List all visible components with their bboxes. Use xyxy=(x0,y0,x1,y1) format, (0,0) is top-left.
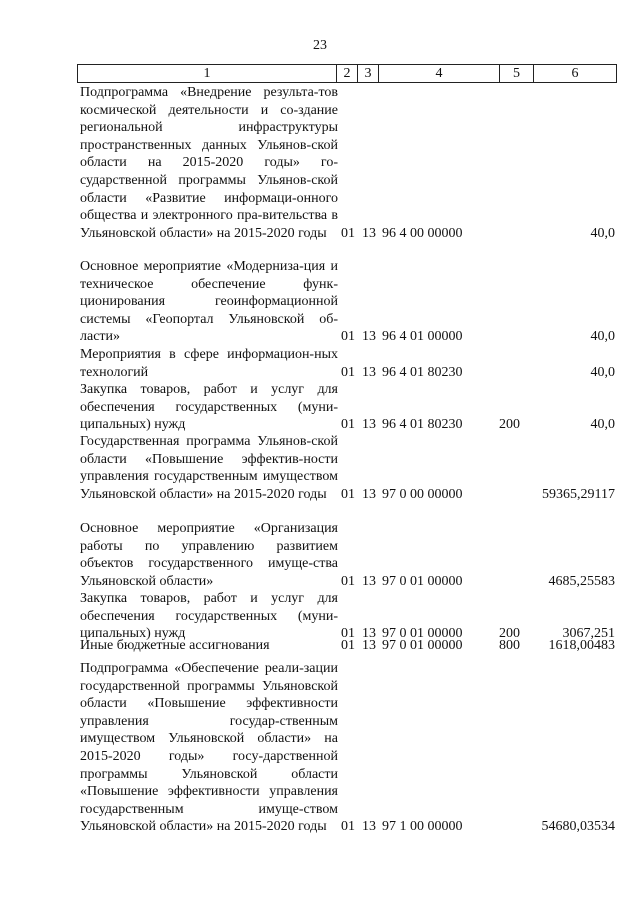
table-row xyxy=(80,84,615,242)
table-row xyxy=(80,433,615,503)
row-name: Подпрограмма «Внедрение результа-тов космической деятельности и со-здание региональной инфраструктуры пространственных данных Ульянов-ской области на 2015-2020 годы» го-сударственной программы Ульянов-ской области «Развитие информаци-онного общества и электронного пра-вительства в Ульяновской области» на 2015-2020 годы xyxy=(80,85,338,241)
row-section: 01 xyxy=(341,819,355,835)
row-subsection: 13 xyxy=(362,329,376,345)
row-expense-type: 200 xyxy=(499,626,520,642)
row-section: 01 xyxy=(341,626,355,642)
row-amount: 54680,03534 xyxy=(541,819,615,835)
table-row xyxy=(80,590,615,643)
row-subsection: 13 xyxy=(362,486,376,502)
row-subsection: 13 xyxy=(362,638,376,653)
row-codes xyxy=(341,486,539,504)
row-section: 01 xyxy=(341,329,355,345)
table-row xyxy=(80,520,615,590)
row-name: Основное мероприятие «Модерниза-ция и техническое обеспечение функ-ционирования геоинформационной системы «Геопортал Ульяновской об-ласти» xyxy=(80,259,338,345)
row-target-article: 97 1 00 00000 xyxy=(382,819,463,835)
row-amount: 40,0 xyxy=(590,225,615,241)
row-amount: 40,0 xyxy=(590,329,615,345)
row-codes xyxy=(341,637,539,655)
row-name: Мероприятия в сфере информацион-ных технологий xyxy=(80,347,338,380)
row-codes xyxy=(341,364,539,382)
row-target-article: 96 4 00 00000 xyxy=(382,225,463,241)
row-amount: 4685,25583 xyxy=(548,573,615,589)
row-target-article: 96 4 01 00000 xyxy=(382,329,463,345)
row-name: Подпрограмма «Обеспечение реали-зации государственной программы Ульяновской области «Повышение эффективности управления государ-ственным имуществом Ульяновской области» на 2015-2020 годы» госу-дарственной программы Ульяновской области «Повышение эффективности управления государственным имуще-ством Ульяновской области» на 2015-2020 годы xyxy=(80,661,338,835)
row-target-article: 97 0 01 00000 xyxy=(382,638,463,653)
row-target-article: 97 0 00 00000 xyxy=(382,486,463,502)
row-amount: 40,0 xyxy=(590,364,615,380)
row-name: Основное мероприятие «Организация работы по управлению развитием объектов государственного имуще-ства Ульяновской области» xyxy=(80,521,338,589)
header-col-2: 2 xyxy=(337,65,358,82)
row-subsection: 13 xyxy=(362,626,376,642)
row-expense-type: 200 xyxy=(499,417,520,433)
header-col-5: 5 xyxy=(500,65,534,82)
row-amount: 1618,00483 xyxy=(548,638,615,653)
table-row xyxy=(80,381,615,434)
row-codes xyxy=(341,225,539,243)
row-section: 01 xyxy=(341,225,355,241)
row-subsection: 13 xyxy=(362,364,376,380)
table-row xyxy=(80,637,615,655)
table-header xyxy=(77,64,617,83)
row-name: Закупка товаров, работ и услуг для обеспечения государственных (муни-ципальных) нужд xyxy=(80,382,338,433)
row-target-article: 97 0 01 00000 xyxy=(382,573,463,589)
row-section: 01 xyxy=(341,364,355,380)
row-target-article: 96 4 01 80230 xyxy=(382,364,463,380)
row-section: 01 xyxy=(341,486,355,502)
header-col-1: 1 xyxy=(78,65,337,82)
row-section: 01 xyxy=(341,417,355,433)
row-codes xyxy=(341,328,539,346)
row-amount: 3067,251 xyxy=(562,626,615,642)
row-subsection: 13 xyxy=(362,573,376,589)
row-expense-type: 800 xyxy=(499,638,520,653)
row-amount: 59365,29117 xyxy=(542,486,615,502)
row-codes xyxy=(341,573,539,591)
row-subsection: 13 xyxy=(362,417,376,433)
table-row xyxy=(80,660,615,836)
row-section: 01 xyxy=(341,573,355,589)
row-name: Государственная программа Ульянов-ской области «Повышение эффектив-ности управления государственным имуществом Ульяновской области» на 2015-2020 годы xyxy=(80,434,338,502)
row-section: 01 xyxy=(341,638,355,653)
table-row xyxy=(80,258,615,346)
page-number: 23 xyxy=(313,38,327,53)
row-amount: 40,0 xyxy=(590,417,615,433)
row-name: Иные бюджетные ассигнования xyxy=(80,638,270,653)
row-codes xyxy=(341,818,539,836)
header-col-6: 6 xyxy=(571,66,579,81)
header-col-3: 3 xyxy=(358,65,379,82)
row-target-article: 97 0 01 00000 xyxy=(382,626,463,642)
table-row xyxy=(80,346,615,381)
row-target-article: 96 4 01 80230 xyxy=(382,417,463,433)
row-codes xyxy=(341,416,539,434)
row-name: Закупка товаров, работ и услуг для обеспечения государственных (муни-ципальных) нужд xyxy=(80,591,338,642)
row-subsection: 13 xyxy=(362,819,376,835)
header-col-4: 4 xyxy=(379,65,500,82)
row-subsection: 13 xyxy=(362,225,376,241)
